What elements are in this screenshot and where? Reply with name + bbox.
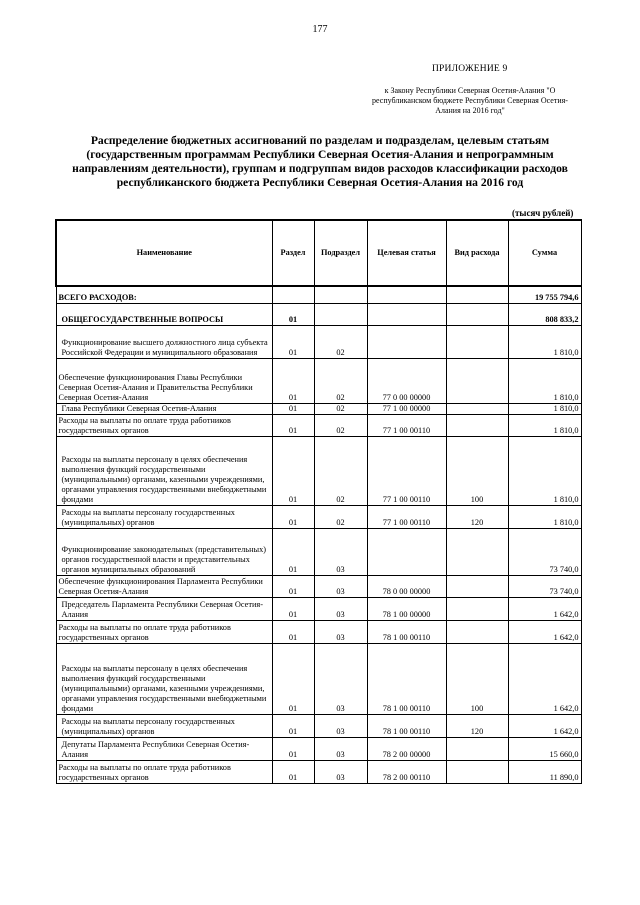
- column-header-target: Целевая статья: [367, 220, 446, 286]
- row-target: 78 1 00 00110: [367, 643, 446, 714]
- table-row: [56, 737, 581, 760]
- row-target: 78 1 00 00000: [367, 597, 446, 620]
- row-amount: 1 642,0: [508, 714, 581, 737]
- row-amount: 808 833,2: [508, 303, 581, 325]
- column-header-expense-type: Вид расхода: [446, 220, 508, 286]
- row-target: 78 1 00 00110: [367, 620, 446, 643]
- units-label: (тысяч рублей): [512, 208, 574, 218]
- table-row: [56, 286, 581, 303]
- row-amount: 11 890,0: [508, 760, 581, 783]
- row-section: 01: [272, 643, 314, 714]
- row-amount: 1 810,0: [508, 325, 581, 358]
- row-amount: 1 810,0: [508, 505, 581, 528]
- row-name: Расходы на выплаты по оплате труда работников государственных органов: [56, 620, 272, 643]
- page-number: 177: [312, 24, 328, 35]
- row-name: Расходы на выплаты персоналу государственных (муниципальных) органов: [56, 714, 272, 737]
- row-type: 120: [446, 505, 508, 528]
- row-section: [272, 286, 314, 303]
- table-row: [56, 575, 581, 597]
- table-row: [56, 528, 581, 575]
- budget-table: [55, 219, 582, 784]
- row-subsection: 02: [314, 505, 367, 528]
- row-target: 78 1 00 00110: [367, 714, 446, 737]
- row-name: Расходы на выплаты персоналу в целях обеспечения выполнения функций государственными (муниципальными) органами, казенными учреждениями, органами управления государственными внебюджетными фондами: [56, 436, 272, 505]
- row-amount: 19 755 794,6: [508, 286, 581, 303]
- row-subsection: [314, 286, 367, 303]
- row-subsection: 03: [314, 760, 367, 783]
- row-section: 01: [272, 358, 314, 403]
- row-section: 01: [272, 303, 314, 325]
- row-subsection: 02: [314, 436, 367, 505]
- table-row: [56, 303, 581, 325]
- table-row: [56, 325, 581, 358]
- row-amount: 1 642,0: [508, 597, 581, 620]
- row-section: 01: [272, 575, 314, 597]
- document-title: Распределение бюджетных ассигнований по разделам и подразделам, целевым статьям (государственным программам Республики Северная Осетия-Алания и непрограммным направлениям деятельности), группам и подгруппам видов расходов классификации расходов республиканского бюджета Республики Северная Осетия-Алания на 2016 год: [72, 134, 568, 189]
- table-row: [56, 414, 581, 436]
- table-row: [56, 436, 581, 505]
- row-target: [367, 528, 446, 575]
- row-subsection: 03: [314, 737, 367, 760]
- row-target: [367, 325, 446, 358]
- row-type: [446, 528, 508, 575]
- row-name: ВСЕГО РАСХОДОВ:: [56, 286, 272, 303]
- row-subsection: 03: [314, 643, 367, 714]
- table-row: [56, 714, 581, 737]
- row-name: ОБЩЕГОСУДАРСТВЕННЫЕ ВОПРОСЫ: [56, 303, 272, 325]
- row-section: 01: [272, 737, 314, 760]
- row-name: Обеспечение функционирования Парламента Республики Северная Осетия-Алания: [56, 575, 272, 597]
- row-type: 100: [446, 643, 508, 714]
- table-row: [56, 643, 581, 714]
- row-section: 01: [272, 414, 314, 436]
- row-name: Расходы на выплаты персоналу государственных (муниципальных) органов: [56, 505, 272, 528]
- row-subsection: 03: [314, 597, 367, 620]
- row-target: 78 2 00 00110: [367, 760, 446, 783]
- row-name: Расходы на выплаты по оплате труда работников государственных органов: [56, 414, 272, 436]
- row-type: [446, 403, 508, 414]
- row-name: Расходы на выплаты персоналу в целях обеспечения выполнения функций государственными (муниципальными) органами, казенными учреждениями, органами управления государственными внебюджетными фондами: [56, 643, 272, 714]
- row-amount: 15 660,0: [508, 737, 581, 760]
- row-amount: 73 740,0: [508, 575, 581, 597]
- row-amount: 1 642,0: [508, 620, 581, 643]
- row-target: [367, 303, 446, 325]
- row-type: [446, 303, 508, 325]
- row-amount: 1 642,0: [508, 643, 581, 714]
- row-subsection: [314, 303, 367, 325]
- row-section: 01: [272, 436, 314, 505]
- table-row: [56, 505, 581, 528]
- table-row: [56, 403, 581, 414]
- row-section: 01: [272, 760, 314, 783]
- row-type: [446, 325, 508, 358]
- row-type: [446, 760, 508, 783]
- row-subsection: 02: [314, 358, 367, 403]
- row-type: [446, 597, 508, 620]
- table-row: [56, 597, 581, 620]
- row-subsection: 03: [314, 714, 367, 737]
- row-subsection: 03: [314, 575, 367, 597]
- row-amount: 73 740,0: [508, 528, 581, 575]
- table-row: [56, 760, 581, 783]
- row-subsection: 02: [314, 403, 367, 414]
- row-target: 77 1 00 00000: [367, 403, 446, 414]
- row-amount: 1 810,0: [508, 403, 581, 414]
- row-type: [446, 737, 508, 760]
- row-section: 01: [272, 714, 314, 737]
- column-header-section: Раздел: [272, 220, 314, 286]
- row-subsection: 03: [314, 620, 367, 643]
- row-section: 01: [272, 505, 314, 528]
- row-target: 77 1 00 00110: [367, 414, 446, 436]
- column-header-amount: Сумма: [508, 220, 581, 286]
- row-type: [446, 575, 508, 597]
- column-header-name: Наименование: [56, 220, 272, 286]
- appendix-label: ПРИЛОЖЕНИЕ 9: [432, 64, 508, 74]
- row-target: 77 0 00 00000: [367, 358, 446, 403]
- row-type: 100: [446, 436, 508, 505]
- row-type: [446, 286, 508, 303]
- table-row: [56, 358, 581, 403]
- row-section: 01: [272, 403, 314, 414]
- row-amount: 1 810,0: [508, 358, 581, 403]
- row-amount: 1 810,0: [508, 436, 581, 505]
- row-type: [446, 620, 508, 643]
- row-target: [367, 286, 446, 303]
- table-row: [56, 620, 581, 643]
- row-section: 01: [272, 620, 314, 643]
- row-name: Председатель Парламента Республики Северная Осетия-Алания: [56, 597, 272, 620]
- row-type: 120: [446, 714, 508, 737]
- row-subsection: 02: [314, 414, 367, 436]
- row-subsection: 02: [314, 325, 367, 358]
- row-target: 77 1 00 00110: [367, 505, 446, 528]
- row-section: 01: [272, 528, 314, 575]
- row-section: 01: [272, 597, 314, 620]
- row-name: Обеспечение функционирования Главы Республики Северная Осетия-Алания и Правительства Республики Северная Осетия-Алания: [56, 358, 272, 403]
- row-type: [446, 358, 508, 403]
- row-name: Глава Республики Северная Осетия-Алания: [56, 403, 272, 414]
- table-header-row: [56, 220, 581, 286]
- row-type: [446, 414, 508, 436]
- column-header-subsection: Подраздел: [314, 220, 367, 286]
- row-section: 01: [272, 325, 314, 358]
- row-amount: 1 810,0: [508, 414, 581, 436]
- row-name: Функционирование законодательных (представительных) органов государственной власти и представительных органов муниципальных образований: [56, 528, 272, 575]
- row-target: 78 2 00 00000: [367, 737, 446, 760]
- law-reference: к Закону Республики Северная Осетия-Алания "О республиканском бюджете Республики Северная Осетия-Алания на 2016 год": [372, 86, 568, 115]
- row-subsection: 03: [314, 528, 367, 575]
- row-name: Депутаты Парламента Республики Северная Осетия-Алания: [56, 737, 272, 760]
- row-name: Расходы на выплаты по оплате труда работников государственных органов: [56, 760, 272, 783]
- row-target: 78 0 00 00000: [367, 575, 446, 597]
- row-name: Функционирование высшего должностного лица субъекта Российской Федерации и муниципального образования: [56, 325, 272, 358]
- row-target: 77 1 00 00110: [367, 436, 446, 505]
